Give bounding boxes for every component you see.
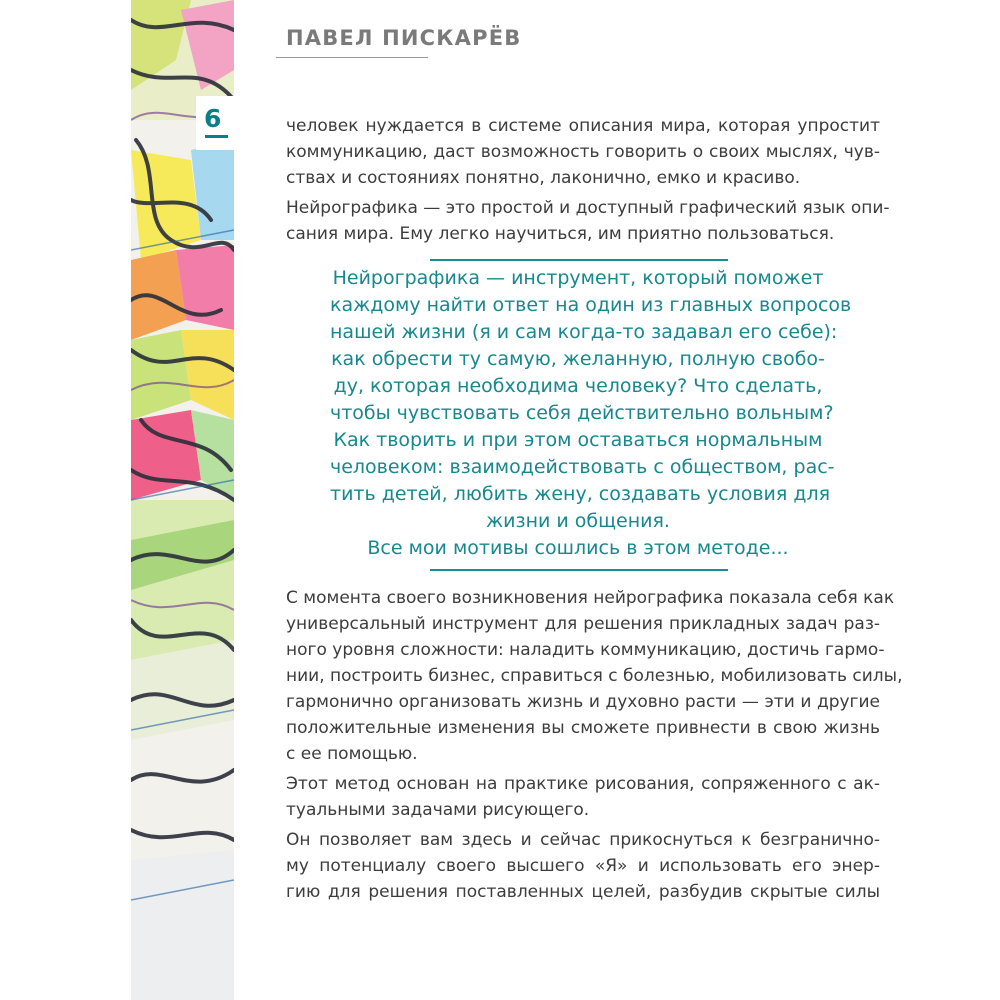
body-line: С момента своего возникновения нейрографика показала себя как bbox=[286, 588, 895, 608]
body-line: му потенциалу своего высшего «Я» и использовать его энер- bbox=[286, 856, 880, 876]
intro-line: коммуникацию, даст возможность говорить о своих мыслях, чув- bbox=[286, 142, 880, 162]
quote-line: как обрести ту самую, желанную, полную свобо- bbox=[331, 348, 825, 370]
quote-line: Нейрографика — инструмент, который поможет bbox=[332, 267, 824, 289]
body-line: нии, построить бизнес, справиться с болезнью, мобилизовать силы, bbox=[286, 666, 903, 686]
quote-line: каждому найти ответ на один из главных вопросов bbox=[330, 294, 852, 316]
body-line: туальными задачами рисующего. bbox=[286, 800, 590, 820]
body-line: положительные изменения вы сможете привнести в свою жизнь bbox=[286, 718, 880, 738]
neurographic-art-strip bbox=[131, 0, 234, 1000]
intro-line: Нейрографика — это простой и доступный графический язык опи- bbox=[286, 198, 890, 218]
quote-line: жизни и общения. bbox=[486, 510, 670, 532]
header-divider bbox=[276, 57, 428, 58]
quote-line: человеком: взаимодействовать с обществом, рас- bbox=[330, 456, 835, 478]
intro-line: человек нуждается в системе описания мира, которая упростит bbox=[286, 116, 880, 136]
quote-bottom-rule bbox=[430, 569, 728, 571]
intro-line: сания мира. Ему легко научиться, им приятно пользоваться. bbox=[286, 224, 835, 244]
quote-line: чтобы чувствовать себя действительно вольным? bbox=[330, 402, 834, 424]
body-line: универсальный инструмент для решения прикладных задач раз- bbox=[286, 614, 880, 634]
body-line: Этот метод основан на практике рисования, сопряженного с ак- bbox=[286, 774, 880, 794]
quote-line: Как творить и при этом оставаться нормальным bbox=[333, 429, 823, 451]
page-number-underline bbox=[205, 135, 228, 138]
quote-line: тить детей, любить жену, создавать условия для bbox=[330, 483, 831, 505]
quote-top-rule bbox=[430, 259, 728, 261]
quote-line: Все мои мотивы сошлись в этом методе... bbox=[367, 537, 789, 559]
body-line: ного уровня сложности: наладить коммуникацию, достичь гармо- bbox=[286, 640, 885, 660]
body-line: гармонично организовать жизнь и духовно расти — эти и другие bbox=[286, 692, 880, 712]
running-header-author: ПАВЕЛ ПИСКАРЁВ bbox=[286, 26, 522, 50]
body-line: гию для решения поставленных целей, разбудив скрытые силы bbox=[286, 882, 880, 902]
body-line: Он позволяет вам здесь и сейчас прикоснуться к безгранично- bbox=[286, 830, 880, 850]
page-number: 6 bbox=[204, 104, 222, 133]
body-line: с ее помощью. bbox=[286, 744, 418, 764]
intro-line: ствах и состояниях понятно, лаконично, емко и красиво. bbox=[286, 168, 801, 188]
quote-line: нашей жизни (я и сам когда-то задавал его себе): bbox=[330, 321, 838, 343]
quote-line: ду, которая необходима человеку? Что сделать, bbox=[333, 375, 823, 397]
